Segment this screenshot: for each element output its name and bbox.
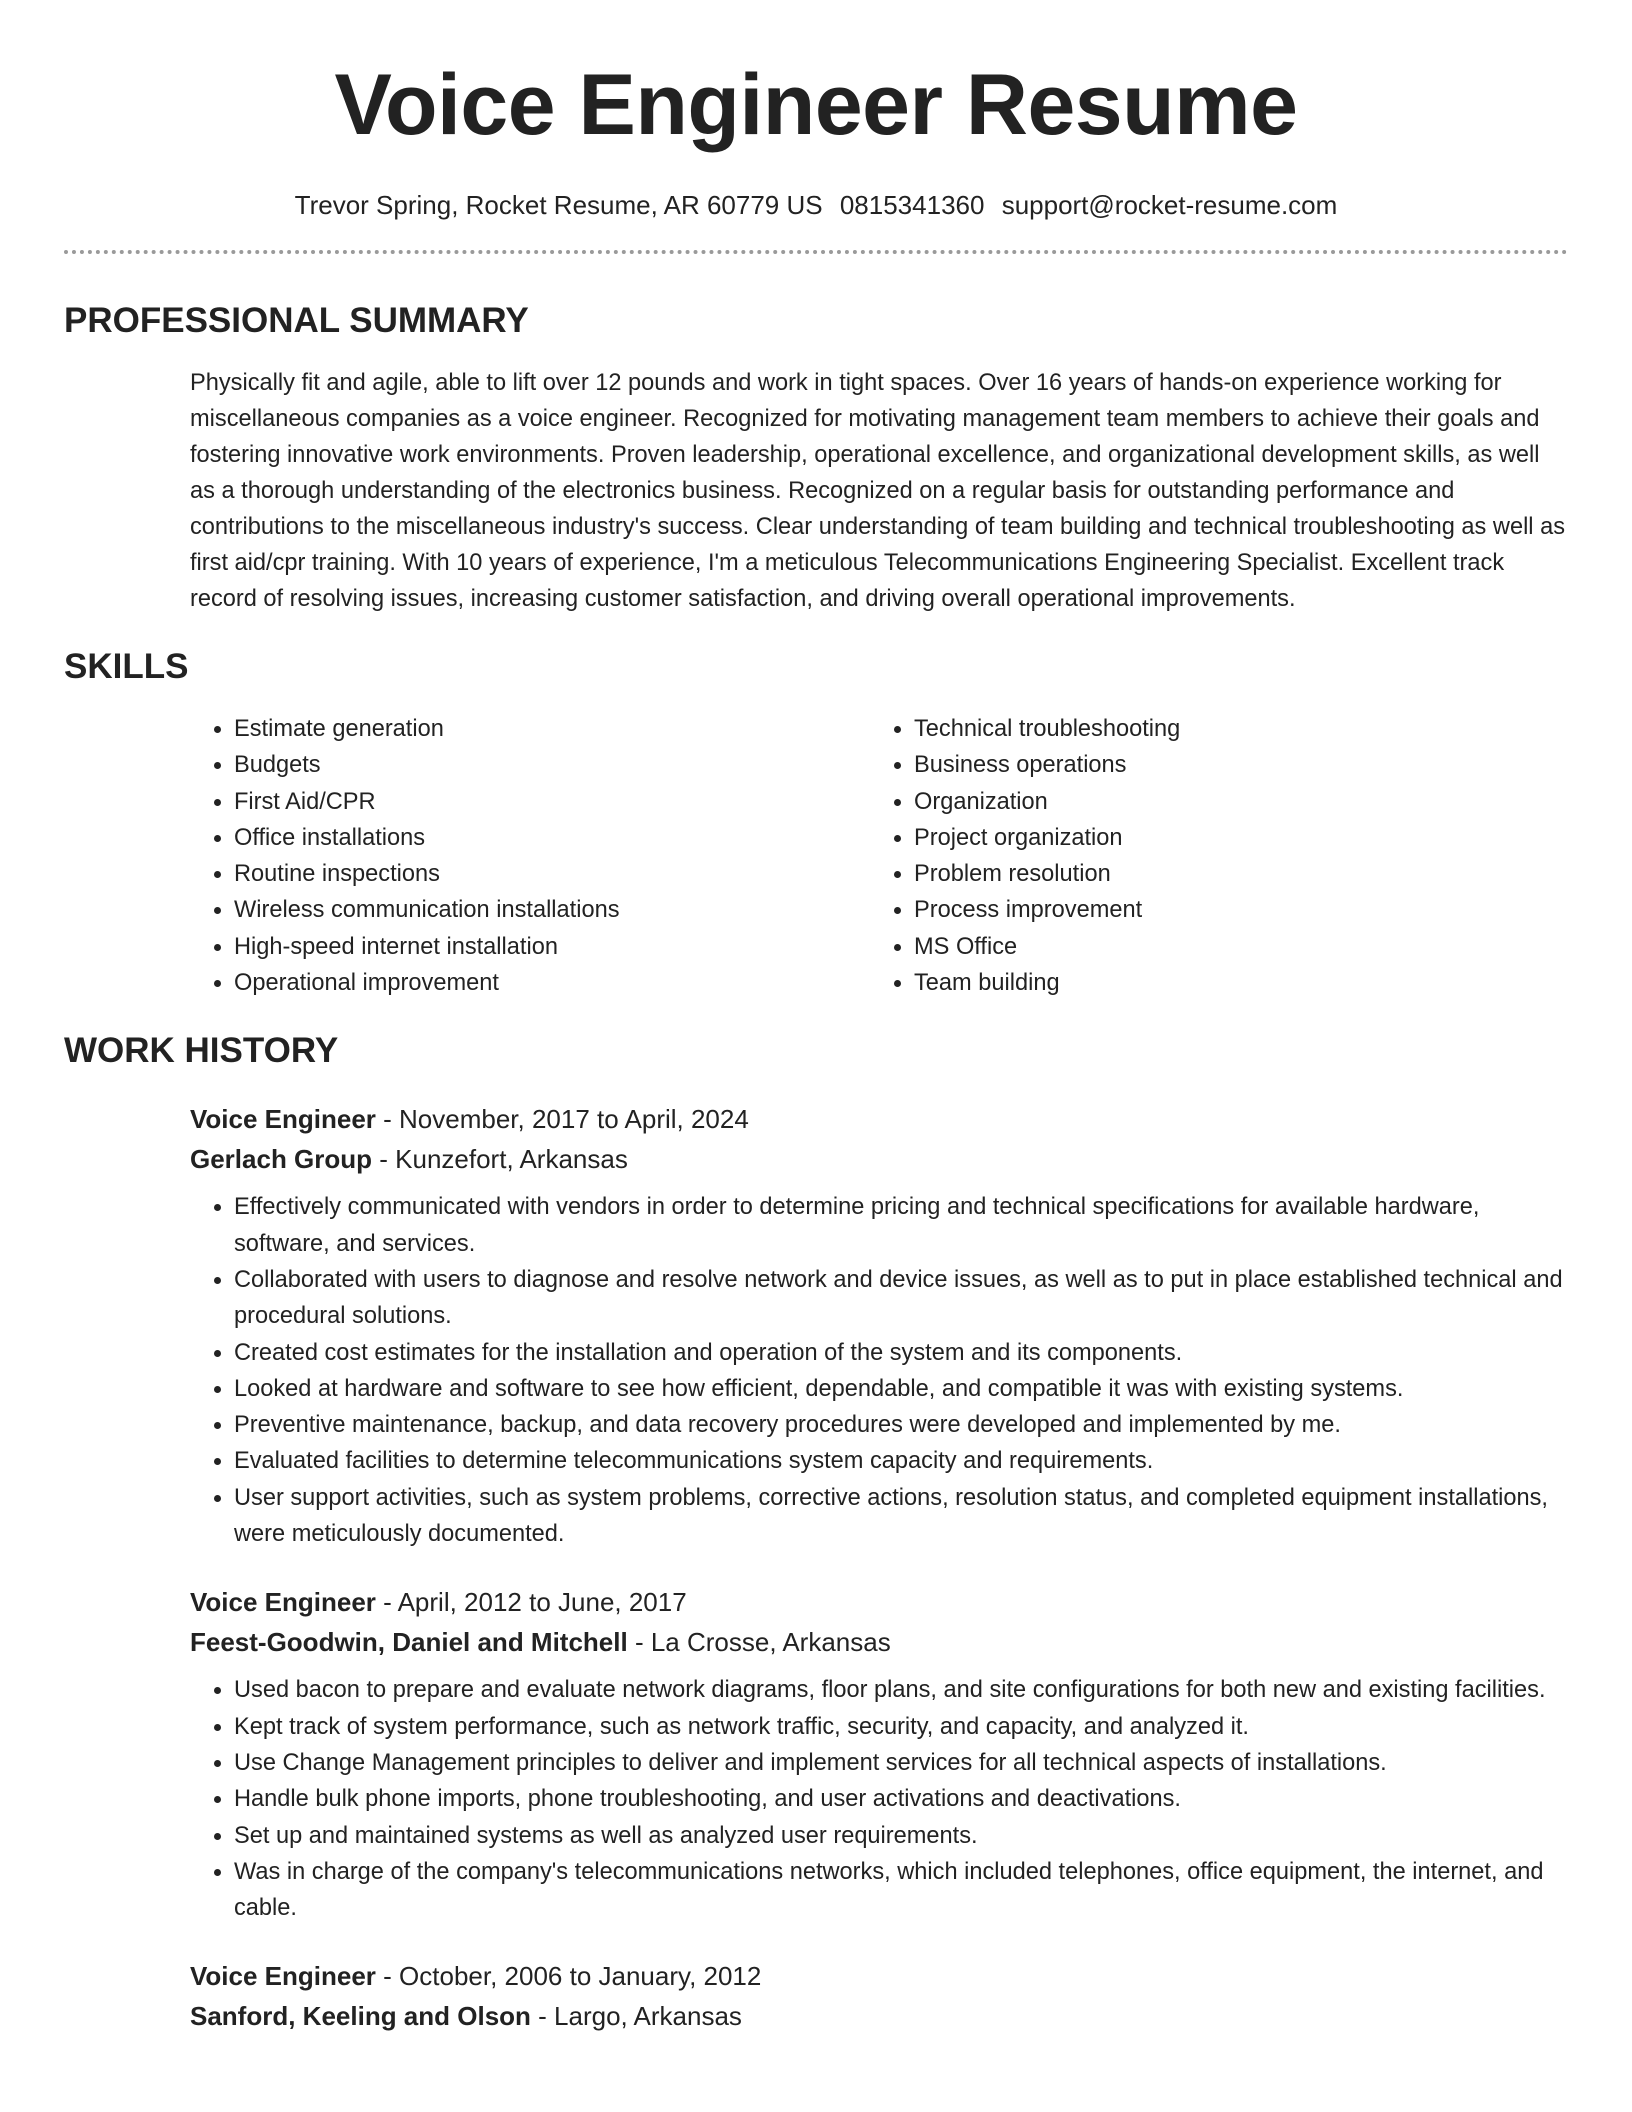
skill-item: • Problem resolution [914, 856, 1550, 892]
job-bullet: • Use Change Management principles to deliver and implement services for all technical aspects of installations. [234, 1745, 1568, 1781]
skill-item: • Routine inspections [234, 856, 870, 892]
job-bullet: • User support activities, such as system problems, corrective actions, resolution status, and completed equipment installations, were meticulously documented. [234, 1480, 1568, 1553]
skill-item: • First Aid/CPR [234, 784, 870, 820]
job-dates: November, 2017 to April, 2024 [399, 1104, 749, 1135]
summary-text: Physically fit and agile, able to lift over 12 pounds and work in tight spaces. Over 16 years of hands-on experience working for miscellaneous companies as a voice engineer. Recognized for motivating management team members to achieve their goals and fostering innovative work environments. Proven leadership, operational excellence, and organizational development skills, as well as a thorough understanding of the electronics business. Recognized on a regular basis for outstanding performance and contributions to the miscellaneous industry's success. Clear understanding of team building and technical troubleshooting as well as first aid/cpr training. With 10 years of experience, I'm a meticulous Telecommunications Engineering Specialist. Excellent track record of resolving issues, increasing customer satisfaction, and driving overall operational improvements. [190, 370, 1566, 612]
job-company-line: Sanford, Keeling and Olson - Largo, Arkansas [190, 2001, 742, 2032]
job-company: Sanford, Keeling and Olson [190, 2001, 531, 2032]
summary-heading: PROFESSIONAL SUMMARY [64, 301, 529, 340]
skill-item: • Office installations [234, 820, 870, 856]
job-location: Kunzefort, Arkansas [395, 1144, 628, 1175]
job-bullet: • Kept track of system performance, such as network traffic, security, and capacity, and analyzed it. [234, 1709, 1568, 1745]
job-company-line: Feest-Goodwin, Daniel and Mitchell - La Crosse, Arkansas [190, 1627, 891, 1658]
skill-item: • Project organization [914, 820, 1550, 856]
skill-item: • Team building [914, 965, 1550, 1001]
job-bullet: • Used bacon to prepare and evaluate network diagrams, floor plans, and site configurations for both new and existing facilities. [234, 1672, 1568, 1708]
job-company: Gerlach Group [190, 1144, 373, 1175]
job-bullet-list [190, 1672, 1568, 1926]
job-bullet: • Evaluated facilities to determine telecommunications system capacity and requirements. [234, 1443, 1568, 1479]
job-entry [190, 1956, 1568, 2036]
job-dates: April, 2012 to June, 2017 [397, 1587, 687, 1618]
skill-item: • Process improvement [914, 892, 1550, 928]
skills-section [190, 711, 1568, 1001]
skill-item: • Wireless communication installations [234, 892, 870, 928]
job-bullet: • Looked at hardware and software to see how efficient, dependable, and compatible it was with existing systems. [234, 1371, 1568, 1407]
job-bullet: • Preventive maintenance, backup, and data recovery procedures were developed and implemented by me. [234, 1407, 1568, 1443]
skill-item: • MS Office [914, 929, 1550, 965]
header-divider [64, 250, 1568, 254]
contact-email: support@rocket-resume.com [1001, 190, 1338, 220]
job-title-line: Voice Engineer - April, 2012 to June, 2017 [190, 1587, 687, 1618]
job-title: Voice Engineer [190, 1961, 376, 1992]
resume-title: Voice Engineer Resume [334, 57, 1298, 153]
skills-heading: SKILLS [64, 647, 189, 686]
work-history-heading: WORK HISTORY [64, 1031, 339, 1071]
job-bullet: • Handle bulk phone imports, phone troubleshooting, and user activations and deactivations. [234, 1781, 1568, 1817]
skill-item: • Estimate generation [234, 711, 870, 747]
contact-phone: 0815341360 [839, 190, 985, 220]
job-bullet: • Effectively communicated with vendors in order to determine pricing and technical specifications for available hardware, software, and services. [234, 1189, 1568, 1262]
job-bullet: • Was in charge of the company's telecommunications networks, which included telephones, office equipment, the internet, and cable. [234, 1854, 1568, 1927]
job-title: Voice Engineer [190, 1104, 376, 1135]
skill-item: • Organization [914, 784, 1550, 820]
contact-line [64, 190, 1568, 220]
job-entry [190, 1099, 1568, 1552]
skill-item: • Operational improvement [234, 965, 870, 1001]
job-company-line: Gerlach Group - Kunzefort, Arkansas [190, 1144, 628, 1175]
skill-item: • Technical troubleshooting [914, 711, 1550, 747]
job-bullet: • Created cost estimates for the installation and operation of the system and its components. [234, 1335, 1568, 1371]
job-location: Largo, Arkansas [554, 2001, 742, 2032]
skill-item: • Budgets [234, 747, 870, 783]
skill-item: • High-speed internet installation [234, 929, 870, 965]
job-bullet: • Collaborated with users to diagnose and resolve network and device issues, as well as to put in place established technical and procedural solutions. [234, 1262, 1568, 1335]
job-title: Voice Engineer [190, 1587, 376, 1618]
job-company: Feest-Goodwin, Daniel and Mitchell [190, 1627, 628, 1658]
job-title-line: Voice Engineer - November, 2017 to April, 2024 [190, 1104, 749, 1135]
job-dates: October, 2006 to January, 2012 [399, 1961, 762, 1992]
work-history-section [190, 1099, 1568, 2036]
job-location: La Crosse, Arkansas [650, 1627, 891, 1658]
contact-address: Trevor Spring, Rocket Resume, AR 60779 US [294, 190, 823, 220]
job-bullet-list [190, 1189, 1568, 1552]
skills-list-left [190, 711, 870, 1001]
summary-section [190, 365, 1568, 617]
skills-list-right [870, 711, 1550, 1001]
job-entry [190, 1582, 1568, 1926]
job-bullet: • Set up and maintained systems as well as analyzed user requirements. [234, 1818, 1568, 1854]
job-title-line: Voice Engineer - October, 2006 to January, 2012 [190, 1961, 762, 1992]
skill-item: • Business operations [914, 747, 1550, 783]
